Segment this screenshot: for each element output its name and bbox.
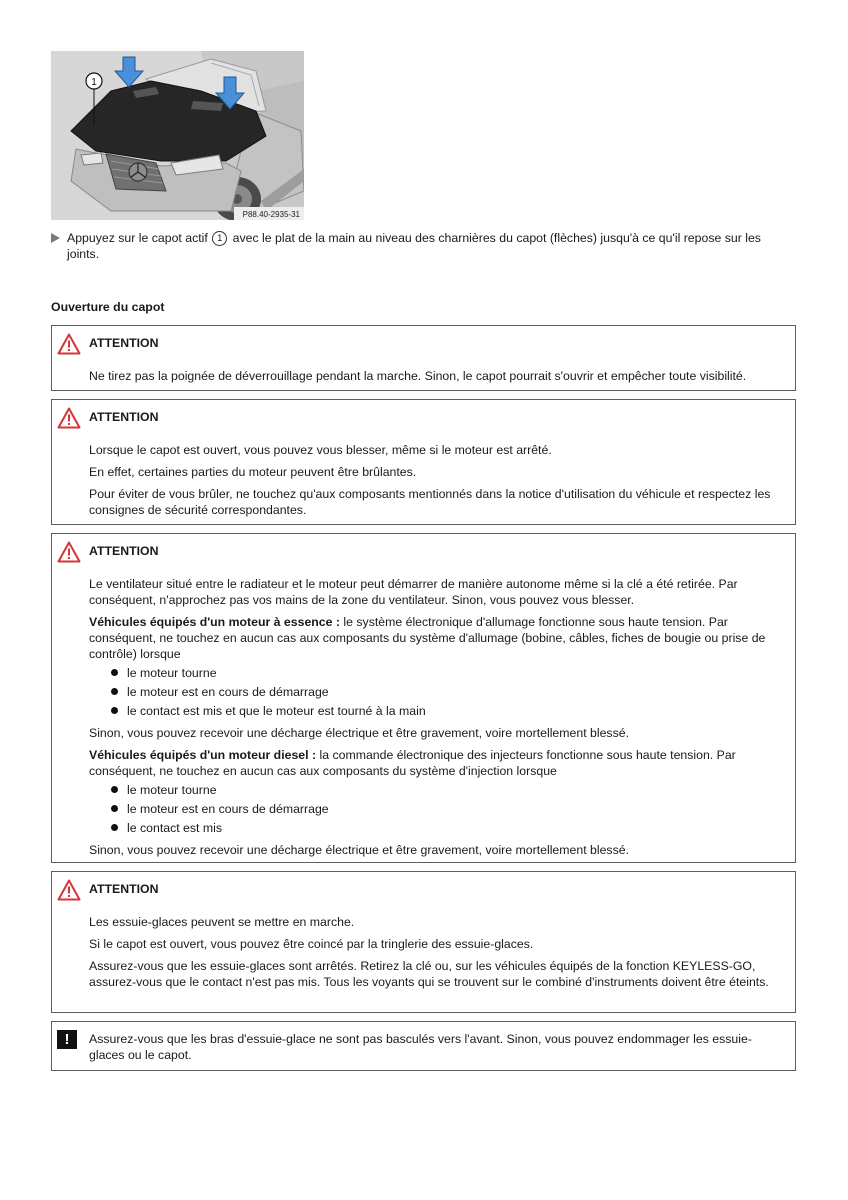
list-item: le moteur est en cours de démarrage xyxy=(111,684,781,700)
car-hood-illustration xyxy=(51,51,304,220)
warning-title: ATTENTION xyxy=(89,410,159,424)
diesel-text: la commande électronique des injecteurs fonctionne sous haute tension. Par conséquent, ne touchez en aucun cas aux composants du système d'injection lorsque xyxy=(89,748,736,778)
petrol-paragraph xyxy=(89,614,781,662)
warning-text: Lorsque le capot est ouvert, vous pouvez vous blesser, même si le moteur est arrêté. xyxy=(89,443,552,457)
warning-box-1 xyxy=(51,325,796,391)
car-hood-illustration-graphic xyxy=(51,51,304,220)
warning-text: Les essuie-glaces peuvent se mettre en marche. xyxy=(89,915,355,929)
diesel-paragraph xyxy=(89,747,781,779)
warning-box-4 xyxy=(51,871,796,1013)
callout-1-icon: 1 xyxy=(212,231,227,246)
warning-text: Sinon, vous pouvez recevoir une décharge électrique et être gravement, voire mortellement blessé. xyxy=(89,726,629,740)
instruction-text xyxy=(67,230,796,262)
warning-text: Pour éviter de vous brûler, ne touchez qu'aux composants mentionnés dans la notice d'utilisation du véhicule et respectez les consignes de sécurité correspondantes. xyxy=(89,487,771,517)
warning-text: En effet, certaines parties du moteur peuvent être brûlantes. xyxy=(89,465,417,479)
petrol-conditions-list xyxy=(89,665,781,719)
exclamation-icon: ! xyxy=(57,1030,77,1049)
warning-box-3 xyxy=(51,533,796,863)
list-item: le moteur tourne xyxy=(111,782,781,798)
diesel-label: Véhicules équipés d'un moteur diesel : xyxy=(89,748,317,762)
warning-triangle-icon xyxy=(57,541,81,563)
instruction-text-start: Appuyez sur le capot actif xyxy=(67,231,212,245)
petrol-label: Véhicules équipés d'un moteur à essence : xyxy=(89,615,340,629)
instruction-step xyxy=(51,230,796,262)
list-item: le moteur est en cours de démarrage xyxy=(111,801,781,817)
instruction-text-end: avec le plat de la main au niveau des charnières du capot (flèches) jusqu'à ce qu'il repose sur les joints. xyxy=(67,231,761,261)
figure-callout-1: 1 xyxy=(91,77,97,88)
list-item: le contact est mis et que le moteur est tourné à la main xyxy=(111,703,781,719)
warning-text: Sinon, vous pouvez recevoir une décharge électrique et être gravement, voire mortellement blessé. xyxy=(89,843,629,857)
figure-caption: P88.40-2935-31 xyxy=(242,210,300,219)
warning-text: Assurez-vous que les essuie-glaces sont arrêtés. Retirez la clé ou, sur les véhicules équipés de la fonction KEYLESS-GO, assurez-vous que le contact n'est pas mis. Tous les voyants qui se trouvent sur le combiné d'instruments doivent être éteints. xyxy=(89,959,769,989)
step-arrow-icon xyxy=(51,233,60,243)
warning-triangle-icon xyxy=(57,333,81,355)
diesel-conditions-list xyxy=(89,782,781,836)
warning-text: Ne tirez pas la poignée de déverrouillage pendant la marche. Sinon, le capot pourrait s'ouvrir et empêcher toute visibilité. xyxy=(89,369,747,383)
warning-title: ATTENTION xyxy=(89,544,159,558)
note-box xyxy=(51,1021,796,1071)
warning-triangle-icon xyxy=(57,879,81,901)
warning-title: ATTENTION xyxy=(89,336,159,350)
warning-text: Si le capot est ouvert, vous pouvez être coincé par la tringlerie des essuie-glaces. xyxy=(89,937,534,951)
list-item: le moteur tourne xyxy=(111,665,781,681)
warning-text: Le ventilateur situé entre le radiateur et le moteur peut démarrer de manière autonome même si la clé a été retirée. Par conséquent, n'approchez pas vos mains de la zone du ventilateur. Sinon, vous pouvez vous blesser. xyxy=(89,577,738,607)
warning-triangle-icon xyxy=(57,407,81,429)
warning-title: ATTENTION xyxy=(89,882,159,896)
list-item: le contact est mis xyxy=(111,820,781,836)
petrol-text: le système électronique d'allumage fonctionne sous haute tension. Par conséquent, ne touchez en aucun cas aux composants du système d'allumage (bobine, câbles, fiches de bougie ou prise de contrôle) lorsque xyxy=(89,615,766,661)
section-heading: Ouverture du capot xyxy=(51,300,165,314)
warning-box-2 xyxy=(51,399,796,525)
note-text: Assurez-vous que les bras d'essuie-glace ne sont pas basculés vers l'avant. Sinon, vous pouvez endommager les essuie-glaces ou le capot. xyxy=(89,1032,752,1062)
